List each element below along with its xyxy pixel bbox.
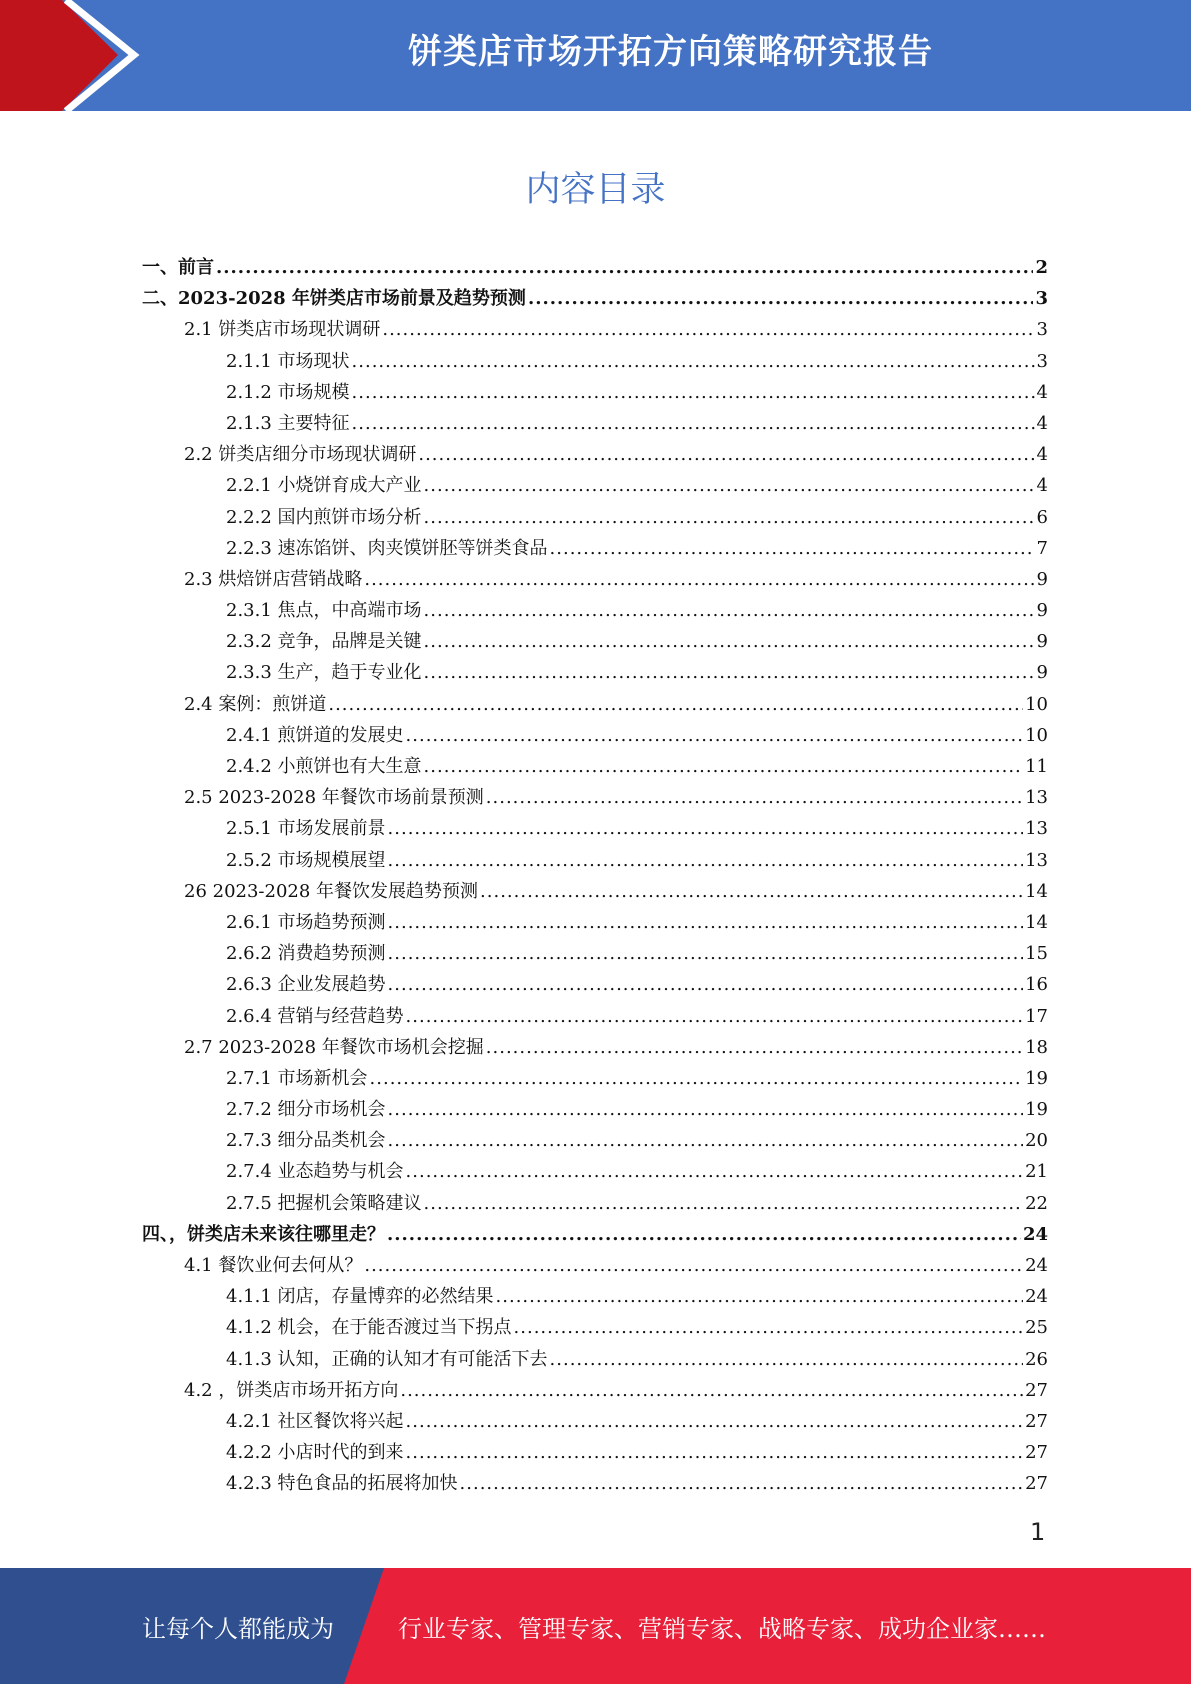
toc-entry[interactable]: [142, 1313, 1048, 1344]
toc-entry-title: 2.2.3 速冻馅饼、肉夹馍饼胚等饼类食品: [226, 537, 548, 559]
footer-slogan: 让每个人都能成为: [142, 1615, 334, 1643]
toc-entry-title: 2.1.2 市场规模: [226, 381, 350, 403]
toc-entry-page: 14: [1025, 911, 1048, 933]
table-of-contents: [142, 253, 1048, 1501]
toc-entry-page: 18: [1025, 1036, 1048, 1058]
footer-roles: 行业专家、管理专家、营销专家、战略专家、成功企业家……: [398, 1615, 1046, 1643]
toc-entry-title: 一、前言: [142, 257, 214, 278]
toc-entry-page: 27: [1025, 1442, 1048, 1464]
dot-leader: [388, 974, 1024, 995]
toc-entry[interactable]: [142, 1376, 1048, 1407]
dot-leader: [370, 1068, 1024, 1089]
toc-entry-page: 4: [1036, 412, 1048, 434]
toc-entry[interactable]: [142, 1282, 1048, 1313]
toc-entry-page: 15: [1025, 943, 1048, 965]
toc-entry-title: 2.1 饼类店市场现状调研: [184, 319, 381, 341]
toc-entry-page: 24: [1025, 1255, 1048, 1276]
toc-entry-title: 2.5.2 市场规模展望: [226, 849, 386, 871]
toc-entry-page: 4: [1036, 475, 1048, 497]
page-number: 1: [1030, 1518, 1046, 1546]
toc-entry-page: 24: [1022, 1223, 1048, 1245]
toc-entry-page: 3: [1036, 319, 1048, 341]
dot-leader: [550, 1349, 1024, 1370]
toc-entry-title: 2.1.3 主要特征: [226, 412, 350, 434]
toc-entry-title: 2.2.1 小烧饼育成大产业: [226, 475, 422, 497]
toc-entry[interactable]: [142, 284, 1048, 315]
dot-leader: [424, 600, 1035, 621]
dot-leader: [460, 1473, 1024, 1494]
toc-entry[interactable]: [142, 1438, 1048, 1469]
toc-entry-title: 2.3.2 竞争，品牌是关键: [226, 631, 422, 653]
toc-entry[interactable]: [142, 1469, 1048, 1500]
toc-entry[interactable]: [142, 347, 1048, 378]
dot-leader: [388, 1099, 1024, 1120]
toc-entry-page: 14: [1025, 880, 1048, 902]
toc-entry[interactable]: [142, 253, 1048, 284]
toc-entry-page: 27: [1025, 1379, 1048, 1401]
toc-entry-title: 2.3 烘焙饼店营销战略: [184, 568, 363, 590]
toc-entry-title: 4.2.1 社区餐饮将兴起: [226, 1410, 404, 1432]
dot-leader: [388, 1130, 1024, 1151]
toc-entry[interactable]: [142, 440, 1048, 471]
toc-entry-title: 2.2.2 国内煎饼市场分析: [226, 506, 422, 528]
toc-entry-title: 4.1 餐饮业何去何从？: [184, 1255, 363, 1276]
dot-leader: [388, 850, 1024, 871]
page-footer: [0, 1568, 1191, 1684]
dot-leader: [514, 1317, 1024, 1338]
dot-leader: [216, 257, 1033, 278]
toc-entry-title: 2.6.1 市场趋势预测: [226, 911, 386, 933]
toc-entry[interactable]: [142, 783, 1048, 814]
toc-entry-page: 16: [1025, 974, 1048, 996]
toc-entry-page: 19: [1025, 1099, 1048, 1121]
toc-entry-page: 13: [1025, 818, 1048, 840]
toc-entry[interactable]: [142, 908, 1048, 939]
dot-leader: [406, 1411, 1024, 1432]
dot-leader: [424, 475, 1035, 496]
toc-entry-page: 13: [1025, 787, 1048, 809]
toc-entry-title: 2.6.2 消费趋势预测: [226, 943, 386, 965]
toc-entry[interactable]: [142, 1220, 1048, 1251]
dot-leader: [406, 1006, 1024, 1027]
toc-entry-title: 2.2 饼类店细分市场现状调研: [184, 444, 417, 466]
dot-leader: [387, 1224, 1021, 1245]
document-title: 饼类店市场开拓方向策略研究报告: [408, 32, 933, 72]
toc-entry-page: 9: [1036, 662, 1048, 684]
dot-leader: [328, 694, 1023, 715]
dot-leader: [424, 1193, 1024, 1214]
toc-entry-title: 二、2023-2028 年饼类店市场前景及趋势预测: [142, 288, 526, 310]
toc-entry[interactable]: [142, 315, 1048, 346]
toc-entry-page: 19: [1025, 1067, 1048, 1089]
toc-entry[interactable]: [142, 1064, 1048, 1095]
toc-entry[interactable]: [142, 814, 1048, 845]
toc-entry-title: 2.6.3 企业发展趋势: [226, 974, 386, 996]
toc-entry-title: 2.7.5 把握机会策略建议: [226, 1192, 422, 1214]
toc-entry-page: 6: [1036, 506, 1048, 528]
dot-leader: [352, 413, 1035, 434]
toc-entry-page: 10: [1025, 693, 1048, 715]
toc-entry[interactable]: [142, 721, 1048, 752]
toc-entry[interactable]: [142, 939, 1048, 970]
toc-entry-title: 2.4.2 小煎饼也有大生意: [226, 756, 422, 777]
toc-entry[interactable]: [142, 752, 1048, 783]
toc-entry-title: 2.7 2023-2028 年餐饮市场机会挖掘: [184, 1036, 484, 1058]
toc-entry-page: 4: [1036, 444, 1048, 466]
toc-entry-title: 2.3.3 生产，趋于专业化: [226, 662, 422, 684]
dot-leader: [550, 538, 1035, 559]
toc-entry-page: 9: [1036, 568, 1048, 590]
dot-leader: [388, 943, 1024, 964]
dot-leader: [528, 288, 1034, 309]
toc-entry-page: 7: [1036, 537, 1048, 559]
toc-entry-page: 3: [1035, 288, 1048, 310]
header-arrow-decoration: [0, 0, 160, 111]
toc-entry-page: 20: [1025, 1130, 1048, 1152]
toc-entry[interactable]: [142, 409, 1048, 440]
toc-entry-title: 2.4.1 煎饼道的发展史: [226, 724, 404, 746]
dot-leader: [364, 569, 1034, 590]
toc-entry-title: 2.7.1 市场新机会: [226, 1067, 368, 1089]
toc-entry[interactable]: [142, 877, 1048, 908]
dot-leader: [486, 787, 1023, 808]
toc-entry[interactable]: [142, 690, 1048, 721]
toc-entry[interactable]: [142, 627, 1048, 658]
dot-leader: [424, 631, 1035, 652]
toc-entry-page: 13: [1025, 849, 1048, 871]
toc-entry-page: 21: [1025, 1161, 1048, 1183]
dot-leader: [352, 351, 1035, 372]
dot-leader: [382, 319, 1034, 340]
dot-leader: [424, 756, 1024, 777]
toc-entry-page: 27: [1025, 1410, 1048, 1432]
toc-entry[interactable]: [142, 1407, 1048, 1438]
toc-entry-page: 17: [1025, 1005, 1048, 1027]
toc-entry-page: 10: [1025, 724, 1048, 746]
toc-entry-title: 2.7.2 细分市场机会: [226, 1099, 386, 1121]
toc-entry-page: 4: [1036, 381, 1048, 403]
toc-entry-page: 9: [1036, 631, 1048, 653]
toc-entry-page: 9: [1036, 600, 1048, 622]
toc-entry-title: 4.1.1 闭店，存量博弈的必然结果: [226, 1286, 494, 1308]
toc-entry-title: 四、，饼类店未来该往哪里走？: [142, 1223, 385, 1245]
toc-entry[interactable]: [142, 596, 1048, 627]
toc-entry-title: 2.5 2023-2028 年餐饮市场前景预测: [184, 787, 484, 809]
toc-entry-page: 3: [1036, 350, 1048, 372]
dot-leader: [486, 1037, 1023, 1058]
toc-entry[interactable]: [142, 1189, 1048, 1220]
dot-leader: [496, 1286, 1024, 1307]
toc-entry[interactable]: [142, 846, 1048, 877]
toc-entry[interactable]: [142, 503, 1048, 534]
toc-entry-page: 2: [1035, 257, 1048, 278]
toc-entry-title: 26 2023-2028 年餐饮发展趋势预测: [184, 880, 479, 902]
toc-entry[interactable]: [142, 658, 1048, 689]
toc-entry-page: 24: [1025, 1286, 1048, 1308]
toc-entry-title: 4.2.3 特色食品的拓展将加快: [226, 1473, 458, 1495]
toc-entry[interactable]: [142, 471, 1048, 502]
toc-entry-title: 2.1.1 市场现状: [226, 350, 350, 372]
dot-leader: [388, 912, 1024, 933]
toc-entry[interactable]: [142, 1251, 1048, 1282]
toc-entry-page: 11: [1025, 756, 1048, 777]
toc-entry-page: 26: [1025, 1348, 1048, 1370]
toc-entry-title: 2.6.4 营销与经营趋势: [226, 1005, 404, 1027]
dot-leader: [424, 507, 1035, 528]
toc-entry[interactable]: [142, 1126, 1048, 1157]
toc-entry-title: 4.2.2 小店时代的到来: [226, 1442, 404, 1464]
toc-entry[interactable]: [142, 1157, 1048, 1188]
toc-entry-title: 2.7.3 细分品类机会: [226, 1130, 386, 1152]
toc-entry[interactable]: [142, 1345, 1048, 1376]
toc-entry-page: 22: [1025, 1192, 1048, 1214]
toc-heading: 内容目录: [525, 170, 666, 210]
dot-leader: [406, 725, 1024, 746]
toc-entry[interactable]: [142, 534, 1048, 565]
dot-leader: [424, 662, 1035, 683]
toc-entry-title: 4.1.3 认知，正确的认知才有可能活下去: [226, 1348, 548, 1370]
toc-entry[interactable]: [142, 565, 1048, 596]
toc-entry[interactable]: [142, 1002, 1048, 1033]
toc-entry-title: 4.2 ，饼类店市场开拓方向: [184, 1379, 399, 1401]
toc-entry[interactable]: [142, 1033, 1048, 1064]
toc-entry[interactable]: [142, 970, 1048, 1001]
dot-leader: [418, 444, 1034, 465]
page-header: [0, 0, 1191, 111]
dot-leader: [406, 1161, 1024, 1182]
toc-entry[interactable]: [142, 1095, 1048, 1126]
toc-entry-title: 2.3.1 焦点，中高端市场: [226, 600, 422, 622]
toc-entry[interactable]: [142, 378, 1048, 409]
toc-entry-title: 2.7.4 业态趋势与机会: [226, 1161, 404, 1183]
toc-entry-page: 27: [1025, 1473, 1048, 1495]
dot-leader: [480, 881, 1023, 902]
toc-entry-title: 4.1.2 机会，在于能否渡过当下拐点: [226, 1317, 512, 1339]
toc-entry-title: 2.4 案例：煎饼道: [184, 693, 327, 715]
dot-leader: [406, 1442, 1024, 1463]
dot-leader: [400, 1380, 1023, 1401]
toc-entry-page: 25: [1025, 1317, 1048, 1339]
toc-entry-title: 2.5.1 市场发展前景: [226, 818, 386, 840]
dot-leader: [388, 818, 1024, 839]
dot-leader: [352, 382, 1035, 403]
dot-leader: [364, 1255, 1023, 1276]
